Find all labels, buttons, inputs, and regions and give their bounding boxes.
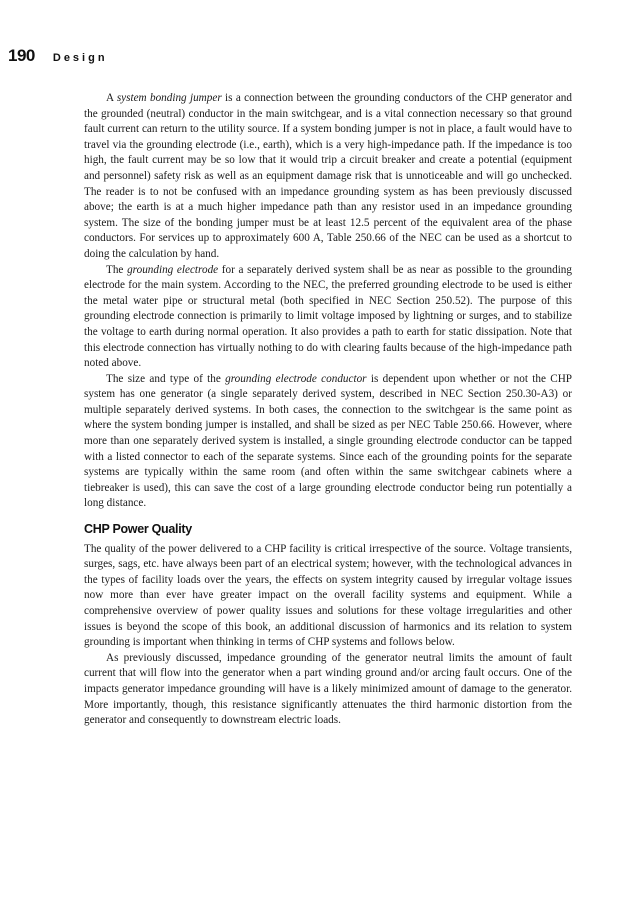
paragraph-grounding-electrode bbox=[84, 263, 572, 372]
page-body bbox=[84, 91, 572, 729]
paragraph-text: The size and type of the bbox=[106, 372, 226, 385]
defined-term: system bonding jumper bbox=[116, 92, 222, 104]
defined-term: grounding electrode bbox=[127, 263, 219, 276]
paragraph-power-quality: The quality of the power delivered to a CHP facility is critical irrespective of the source. Voltage transients, surges, sags, etc. have always been part of an electrical system; however, with the technological advances in the types of facility loads over the years, the effects on system integrity caused by irregular voltage issues now more than ever have greater impact on the overall facility systems and equipment. While a comprehensive overview of power quality issues and solutions for these voltage irregularities and other issues is beyond the scope of this book, an additional discussion of harmonics and its relation to system grounding is important when thinking in terms of CHP systems and follows below. bbox=[84, 542, 572, 649]
paragraph-text: The bbox=[106, 263, 128, 276]
chapter-name: Design bbox=[52, 52, 108, 64]
section-heading: CHP Power Quality bbox=[84, 522, 192, 537]
paragraph-text: is a connection between the grounding conductors of the CHP generator and the grounded (neutral) conductor in the main switchgear, and is a vital connection necessary so that ground fault current can return to the utility source. If a system bonding jumper is not in place, a fault would have to travel via the grounding electrode (i.e., earth), which is a very high-impedance path. If the impedance is too high, the fault current may be so low that it would trip a circuit breaker and create a potential (equipment and personnel) safety risk as well as an equipment damage risk that is unnoticeable and will go unchecked. The reader is to not be confused with an impedance grounding system as has been previously discussed above; the earth is at a much higher impedance path than any resistor used in an impedance grounding system. The size of the bonding jumper must be at least 12.5 percent of the equivalent area of the phase conductors. For services up to approximately 600 A, Table 250.66 of the NEC can be used as a shortcut to doing the calculation by hand. bbox=[84, 92, 572, 260]
paragraph-grounding-electrode-conductor bbox=[84, 372, 572, 512]
paragraph-text: is dependent upon whether or not the CHP system has one generator (a single separately derived system, described in NEC Section 250.30-A3) or multiple separately derived systems. In both cases, the connection to the switchgear is the same point as where the system bonding jumper is installed, and shall be sized as per NEC Table 250.66. However, where more than one separately derived system is installed, a single grounding electrode conductor can be tapped with a listed connector to each of the separate systems. Since each of the grounding points for the separate systems are typically within the same room (and often within the same switchgear cabinets where a tiebreaker is used), this can save the cost of a large grounding electrode conductor being run potentially a long distance. bbox=[84, 372, 573, 510]
paragraph-system-bonding-jumper bbox=[84, 91, 572, 263]
defined-term: grounding electrode conductor bbox=[225, 372, 367, 385]
paragraph-text: for a separately derived system shall be as near as possible to the grounding electrode for the main system. According to the NEC, the preferred grounding electrode to be used is either the metal water pipe or structural metal (both specified in NEC Section 250.52). The purpose of this grounding electrode connection is primarily to limit voltage imposed by lightning or surges, and to stabilize the voltage to earth during normal operation. It also provides a path to earth for static dissipation. Note that this electrode connection has virtually nothing to do with clearing faults because of the high-impedance path noted above. bbox=[84, 263, 572, 370]
page-number: 190 bbox=[8, 46, 35, 65]
running-head bbox=[8, 46, 108, 66]
paragraph-text: A bbox=[106, 92, 117, 104]
paragraph-impedance-grounding: As previously discussed, impedance grounding of the generator neutral limits the amount of fault current that will flow into the generator when a part winding ground and/or arcing fault occurs. One of the impacts generator impedance grounding will have is a likely minimized amount of damage to the generator. More importantly, though, this resistance significantly attenuates the third harmonic distortion from the generator and consequently to downstream electric loads. bbox=[84, 651, 572, 727]
